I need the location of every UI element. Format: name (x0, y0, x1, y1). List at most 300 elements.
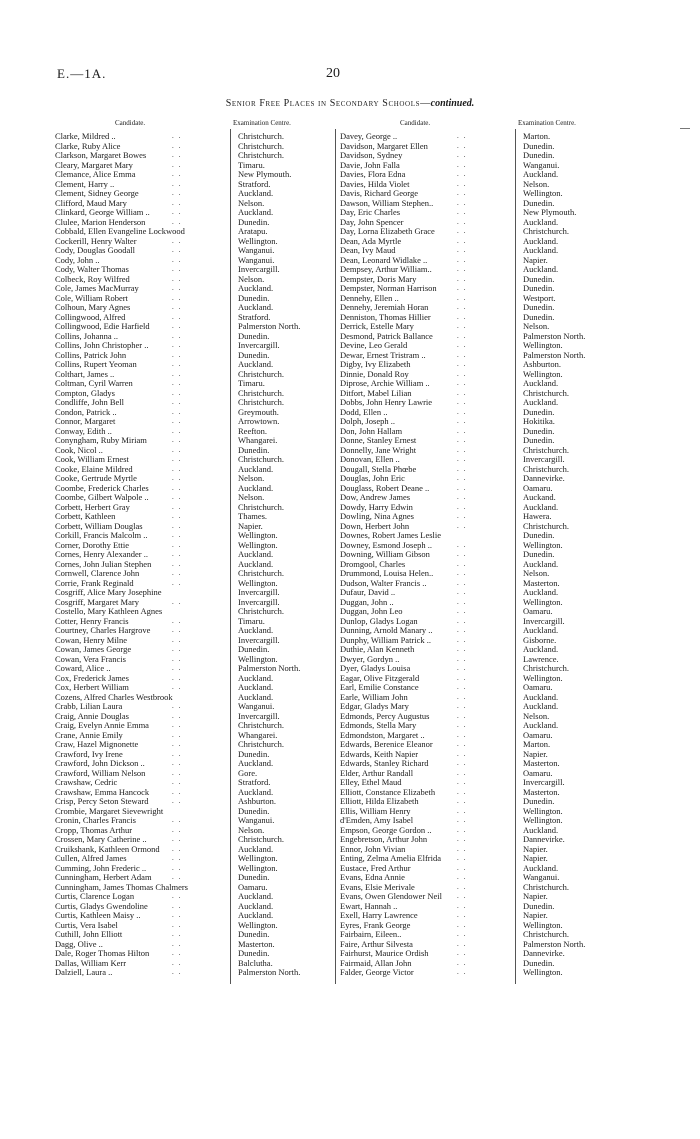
leader-dots: .. (172, 483, 186, 492)
examination-centre: Wellington. (523, 672, 563, 683)
examination-centre: Christchurch. (238, 131, 285, 141)
leader-dots: .. (172, 540, 186, 549)
candidate-name: Evans, Elsie Merivale (340, 881, 415, 892)
examination-centre: Wellington. (238, 653, 278, 664)
candidate-name: Davidson, Sydney (340, 150, 403, 160)
examination-centre: Invercargill. (238, 710, 280, 721)
examination-centre: Invercargill. (238, 340, 280, 350)
leader-dots: .. (457, 730, 471, 739)
examination-centre: Dannevirke. (523, 473, 565, 483)
examination-centre: Auckland. (238, 891, 274, 901)
leader-dots: .. (172, 787, 186, 796)
candidate-name: Dodd, Ellen .. (340, 406, 388, 417)
examination-centre: Auckland. (238, 482, 274, 493)
examination-centre: Auckland. (523, 691, 559, 702)
leader-dots: .. (457, 569, 471, 577)
candidate-name: d'Emden, Amy Isabel (340, 815, 414, 825)
examination-centre: Palmerston North. (238, 967, 301, 977)
leader-dots: .. (457, 844, 471, 853)
candidate-name: Dromgool, Charles (340, 558, 406, 569)
leader-dots: .. (172, 863, 186, 872)
leader-dots: .. (457, 683, 471, 691)
candidate-name: Eagar, Olive Fitzgerald (340, 672, 420, 683)
leader-dots: .. (172, 502, 186, 511)
leader-dots: .. (172, 645, 186, 653)
candidate-name: Cotter, Henry Francis (55, 615, 129, 626)
candidate-name: Corbett, William Douglas (55, 520, 143, 531)
candidate-name: Day, Lorna Elizabeth Grace (340, 226, 435, 236)
leader-dots: .. (457, 635, 471, 644)
leader-dots: .. (457, 930, 471, 938)
leader-dots: .. (172, 930, 186, 938)
leader-dots: .. (172, 569, 186, 577)
candidate-name: Crisp, Percy Seton Steward (55, 796, 149, 806)
candidate-name: Curtis, Vera Isabel (55, 919, 118, 930)
examination-centre: Oamaru. (523, 729, 553, 740)
examination-centre: Reefton. (238, 425, 268, 436)
examination-centre: Dannevirke. (523, 948, 565, 958)
candidate-name: Fairmaid, Allan John (340, 957, 412, 968)
candidate-name: Connor, Margaret (55, 416, 116, 426)
leader-dots: .. (457, 645, 471, 653)
candidate-name: Dean, Ivy Maud (340, 245, 396, 255)
examination-centre: Napier. (523, 891, 548, 901)
examination-centre: Arrowtown. (238, 416, 280, 426)
examination-centre: Oamaru. (238, 881, 268, 892)
candidate-name: Edgar, Gladys Mary (340, 701, 409, 711)
candidate-name: Donovan, Ellen .. (340, 454, 400, 464)
examination-centre: Timaru. (238, 159, 265, 170)
examination-centre: Auckland. (238, 682, 274, 692)
leader-dots: .. (172, 825, 186, 834)
candidate-name: Dunlop, Gladys Logan (340, 615, 418, 626)
candidate-name: Coombe, Gilbert Walpole .. (55, 492, 149, 502)
candidate-name: Cuthill, John Elliott (55, 929, 123, 939)
examination-centre: Auckland. (238, 625, 274, 635)
leader-dots: .. (457, 721, 471, 729)
leader-dots: .. (457, 597, 471, 606)
candidate-name: Clinkard, George William .. (55, 207, 150, 217)
leader-dots: .. (457, 768, 471, 777)
candidate-name: Eyres, Frank George (340, 919, 411, 930)
candidate-name: Dempsey, Arthur William.. (340, 264, 432, 274)
candidate-name: Dale, Roger Thomas Hilton (55, 948, 150, 958)
candidate-name: Falder, George Victor (340, 967, 414, 977)
leader-dots: .. (457, 407, 471, 416)
examination-centre: Dunedin. (523, 900, 555, 911)
leader-dots: .. (457, 293, 471, 302)
examination-centre: Auckland. (238, 283, 274, 293)
examination-centre: Auckland. (523, 264, 559, 274)
candidate-name: Dempster, Doris Mary (340, 273, 417, 284)
candidate-name: Dean, Ada Myrtle (340, 235, 402, 246)
page-number: 20 (326, 66, 340, 81)
examination-centre: Ashburton. (523, 359, 562, 369)
candidate-name: Enting, Zelma Amelia Elfrida (340, 853, 442, 863)
candidate-name: Duthie, Alan Kenneth (340, 644, 415, 654)
candidate-name: Corrie, Frank Reginald (55, 577, 134, 588)
leader-dots: .. (457, 968, 471, 976)
examination-centre: Christchurch. (523, 520, 570, 531)
leader-dots: .. (172, 816, 186, 824)
leader-dots: .. (172, 958, 186, 967)
examination-centre: Nelson. (523, 321, 550, 331)
examination-centre: Balclutha. (238, 957, 273, 968)
leader-dots: .. (172, 189, 186, 197)
candidate-name: Cole, James MacMurray (55, 283, 139, 293)
examination-centre: Dunedin. (238, 872, 270, 882)
candidate-name: Dennehy, Jeremiah Horan (340, 302, 429, 312)
candidate-name: Clarke, Mildred .. (55, 131, 116, 141)
leader-dots: .. (172, 265, 186, 273)
leader-dots: .. (457, 445, 471, 454)
leader-dots: .. (457, 540, 471, 549)
candidate-name: Duggan, John Leo (340, 606, 403, 616)
examination-centre: Dunedin. (523, 549, 555, 559)
leader-dots: .. (172, 350, 186, 359)
examination-centre: Dunedin. (523, 150, 555, 160)
leader-dots: .. (172, 892, 186, 900)
examination-centre: Wanganui. (523, 159, 560, 170)
candidate-name: Condon, Patrick .. (55, 406, 117, 417)
examination-centre: Dunedin. (523, 302, 555, 312)
leader-dots: .. (172, 626, 186, 634)
examination-centre: Dunedin. (523, 283, 555, 293)
leader-dots: .. (457, 664, 471, 672)
examination-centre: Auckland. (523, 625, 559, 635)
examination-centre: Wellington. (238, 577, 278, 588)
leader-dots: .. (172, 160, 186, 169)
leader-dots: .. (172, 493, 186, 501)
examination-centre: Auckland. (523, 558, 559, 569)
examination-centre: Wanganui. (523, 872, 560, 882)
candidate-name: Ennor, John Vivian (340, 843, 406, 854)
candidate-name: Down, Herbert John (340, 520, 410, 531)
examination-centre: Lawrence. (523, 653, 559, 664)
candidate-name: Cronin, Charles Francis (55, 815, 136, 825)
candidate-name: Cook, William Ernest (55, 454, 129, 464)
candidate-name: Dowdy, Harry Edwin (340, 501, 413, 512)
leader-dots: .. (457, 236, 471, 245)
examination-centre: Dunedin. (523, 957, 555, 968)
examination-centre: Marton. (523, 739, 551, 749)
candidate-name: Dempster, Norman Harrison (340, 283, 437, 293)
candidate-name: Conyngham, Ruby Miriam (55, 435, 147, 445)
examination-centre: Auckland. (238, 188, 274, 198)
leader-dots: .. (172, 730, 186, 739)
examination-centre: Christchurch. (238, 739, 285, 749)
candidate-name: Ditfort, Mabel Lilian (340, 387, 412, 398)
leader-dots: .. (172, 322, 186, 330)
leader-dots: .. (172, 664, 186, 672)
candidate-name: Downey, Esmond Joseph .. (340, 539, 432, 550)
candidate-name: Davey, George .. (340, 131, 398, 141)
examination-centre: Dunedin. (523, 273, 555, 284)
leader-dots: .. (172, 407, 186, 416)
candidate-name: Dyer, Gladys Louisa (340, 663, 411, 673)
leader-dots: .. (457, 265, 471, 273)
candidate-name: Crawshaw, Cedric (55, 777, 118, 787)
examination-centre: Christchurch. (238, 606, 285, 616)
examination-centre: Auckland. (238, 558, 274, 569)
candidate-name: Dufaur, David .. (340, 587, 396, 597)
candidate-name: Dudson, Walter Francis .. (340, 577, 427, 588)
leader-dots: .. (172, 464, 186, 473)
candidate-name: Elliott, Hilda Elizabeth (340, 796, 419, 806)
leader-dots: .. (457, 170, 471, 178)
examination-centre: Masterton. (523, 577, 560, 588)
candidate-name: Douglass, Robert Deane .. (340, 482, 430, 493)
examination-centre: Wellington. (238, 853, 278, 863)
examination-centre: Invercargill. (238, 596, 280, 607)
candidate-name: Cox, Frederick James (55, 672, 129, 683)
examination-centre: Greymouth. (238, 406, 279, 417)
examination-centre: Christchurch. (238, 454, 285, 464)
examination-centre: Auckland. (238, 691, 274, 702)
leader-dots: .. (172, 455, 186, 463)
leader-dots: .. (172, 749, 186, 758)
leader-dots: .. (457, 141, 471, 150)
leader-dots: .. (457, 189, 471, 197)
candidate-row (55, 968, 325, 978)
candidate-name: Collins, Rupert Yeoman (55, 359, 137, 369)
leader-dots: .. (172, 711, 186, 720)
examination-centre: Aratapu. (238, 226, 268, 236)
candidate-name: Clarke, Ruby Alice (55, 140, 121, 151)
candidate-name: Dunphy, William Patrick .. (340, 634, 432, 645)
examination-centre: Palmerston North. (238, 321, 301, 331)
leader-dots: .. (172, 151, 186, 159)
leader-dots: .. (172, 303, 186, 311)
leader-dots: .. (457, 426, 471, 435)
leader-dots: .. (457, 322, 471, 330)
examination-centre: Auckand. (523, 492, 556, 502)
examination-centre: Invercargill. (523, 454, 565, 464)
examination-centre: Palmerston North. (523, 349, 586, 360)
leader-dots: .. (172, 398, 186, 406)
leader-dots: .. (172, 844, 186, 853)
candidate-name: Collingwood, Edie Harfield (55, 321, 150, 331)
candidate-name: Davies, Flora Edna (340, 169, 406, 179)
leader-dots: .. (457, 892, 471, 900)
leader-dots: .. (457, 901, 471, 910)
candidate-name: Clement, Harry .. (55, 178, 115, 189)
examination-centre: Dunedin. (523, 406, 555, 417)
free-places-table (55, 119, 665, 1079)
examination-centre: Christchurch. (238, 150, 285, 160)
examination-centre: Auckland. (523, 397, 559, 407)
candidate-name: Coward, Alice .. (55, 663, 111, 673)
leader-dots: .. (172, 426, 186, 435)
leader-dots: .. (457, 588, 471, 596)
candidate-name: Donnelly, Jane Wright (340, 444, 417, 455)
leader-dots: .. (457, 512, 471, 520)
leader-dots: .. (172, 170, 186, 178)
examination-centre: Wellington. (523, 368, 563, 379)
candidate-name: Coltman, Cyril Warren (55, 378, 133, 388)
leader-dots: .. (172, 531, 186, 539)
leader-dots: .. (457, 873, 471, 881)
candidate-name: Dolph, Joseph .. (340, 416, 396, 426)
leader-dots: .. (457, 863, 471, 872)
leader-dots: .. (457, 702, 471, 710)
candidate-name: Clulee, Marion Henderson (55, 216, 146, 227)
candidate-name: Colthart, James .. (55, 368, 115, 379)
leader-dots: .. (457, 227, 471, 235)
candidate-name: Cockerill, Henry Walter (55, 235, 137, 246)
leader-dots: .. (172, 673, 186, 682)
examination-centre: Dunedin. (523, 197, 555, 208)
examination-centre: Christchurch. (238, 140, 285, 151)
leader-dots: .. (172, 740, 186, 748)
examination-centre: Auckland. (238, 207, 274, 217)
candidate-row (340, 968, 610, 978)
leader-dots: .. (457, 740, 471, 748)
leader-dots: .. (172, 198, 186, 207)
title-continued: continued. (430, 98, 475, 109)
examination-centre: Wanganui. (238, 245, 275, 255)
leader-dots: .. (457, 559, 471, 568)
leader-dots: .. (172, 236, 186, 245)
candidate-name: Ewart, Hannah .. (340, 900, 398, 911)
candidate-name: Courtney, Charles Hargrove (55, 625, 151, 635)
leader-dots: .. (172, 768, 186, 777)
candidate-name: Elley, Ethel Maud (340, 777, 402, 787)
leader-dots: .. (457, 854, 471, 862)
examination-centre: Auckland. (523, 169, 559, 179)
examination-centre: Dunedin. (523, 796, 555, 806)
leader-dots: .. (457, 493, 471, 501)
examination-centre: Whangarei. (238, 729, 278, 740)
candidate-name: Craig, Annie Douglas (55, 710, 129, 721)
candidate-name: Collingwood, Alfred (55, 311, 126, 322)
examination-centre: Dunedin. (523, 425, 555, 436)
candidate-name: Crombie, Margaret Sievewright (55, 805, 164, 816)
candidate-name: Evans, Owen Glendower Neil (340, 891, 442, 901)
examination-centre: Christchurch. (238, 387, 285, 398)
examination-centre: Wellington. (238, 539, 278, 550)
examination-centre: Invercargill. (238, 634, 280, 645)
leader-dots: .. (457, 398, 471, 406)
candidate-name: Davis, Richard George (340, 188, 418, 198)
right-rows (340, 132, 610, 978)
leader-dots: .. (172, 759, 186, 767)
leader-dots: .. (457, 825, 471, 834)
examination-centre: Auckland. (238, 843, 274, 854)
candidate-name: Day, John Spencer (340, 216, 404, 227)
candidate-name: Elder, Arthur Randall (340, 767, 414, 778)
examination-centre: Palmerston North. (238, 663, 301, 673)
leader-dots: .. (172, 132, 186, 140)
leader-dots: .. (172, 274, 186, 283)
examination-centre: Timaru. (238, 378, 265, 388)
examination-centre: Ashburton. (238, 796, 277, 806)
candidate-name: Downing, William Gibson (340, 549, 430, 559)
leader-dots: .. (457, 151, 471, 159)
examination-centre: Christchurch. (238, 720, 285, 730)
candidate-name: Edwards, Stanley Richard (340, 758, 429, 768)
examination-centre: Nelson. (523, 568, 550, 578)
candidate-name: Dean, Leonard Widlake .. (340, 254, 428, 265)
candidate-name: Cozens, Alfred Charles Westbrook (55, 691, 173, 702)
examination-centre: Auckland. (523, 862, 559, 873)
candidate-name: Conway, Edith .. (55, 425, 112, 436)
examination-centre: Dunedin. (238, 805, 270, 816)
leader-dots: .. (457, 274, 471, 283)
examination-centre: Auckland. (238, 549, 274, 559)
candidate-name: Cosgriff, Alice Mary Josephine (55, 587, 162, 597)
examination-centre: Palmerston North. (523, 330, 586, 341)
leader-dots: .. (457, 939, 471, 948)
examination-centre: Gore. (238, 767, 258, 778)
leader-dots: .. (457, 626, 471, 634)
candidate-name: Cosgriff, Margaret Mary (55, 596, 139, 607)
candidate-name: Day, Eric Charles (340, 207, 401, 217)
candidate-name: Cornes, Henry Alexander .. (55, 549, 149, 559)
candidate-name: Colhoun, Mary Agnes (55, 302, 131, 312)
leader-dots: .. (457, 616, 471, 625)
examination-centre: Invercargill. (238, 587, 280, 597)
examination-centre: Nelson. (238, 824, 265, 835)
candidate-name: Dobbs, John Henry Lawrie (340, 397, 433, 407)
candidate-name: Cumming, John Frederic .. (55, 862, 147, 873)
candidate-name: Cook, Nicol .. (55, 444, 103, 455)
leader-dots: .. (172, 208, 186, 216)
examination-centre: Gisborne. (523, 634, 557, 645)
leader-dots: .. (172, 341, 186, 349)
examination-centre: Thames. (238, 511, 268, 521)
candidate-name: Cody, Walter Thomas (55, 264, 129, 274)
leader-dots: .. (457, 369, 471, 378)
examination-centre: Auckland. (523, 720, 559, 730)
examination-centre: Dunedin. (238, 444, 270, 455)
examination-centre: Christchurch. (523, 463, 570, 474)
examination-centre: Nelson. (238, 473, 265, 483)
candidate-name: Dow, Andrew James (340, 492, 411, 502)
leader-dots: .. (172, 616, 186, 625)
candidate-name: Edmondston, Margaret .. (340, 729, 425, 740)
candidate-name: Cornes, John Julian Stephen (55, 558, 152, 569)
examination-centre: Wellington. (238, 235, 278, 246)
candidate-name: Cowan, James George (55, 644, 132, 654)
leader-dots: .. (457, 787, 471, 796)
leader-dots: .. (172, 578, 186, 587)
candidate-name: Cox, Herbert William (55, 682, 129, 692)
examination-centre: Auckland. (238, 786, 274, 797)
leader-dots: .. (457, 331, 471, 340)
leader-dots: .. (457, 388, 471, 397)
candidate-name: Dennehy, Ellen .. (340, 292, 399, 303)
leader-dots: .. (457, 806, 471, 815)
candidate-name: Davie, John Falla (340, 159, 400, 170)
examination-centre: Stratford. (238, 311, 271, 322)
examination-centre: Whangarei. (238, 435, 278, 445)
leader-dots: .. (172, 597, 186, 606)
candidate-name: Costello, Mary Kathleen Agnes (55, 606, 163, 616)
candidate-name: Don, John Hallam (340, 425, 403, 436)
leader-dots: .. (172, 797, 186, 805)
candidate-name: Downes, Robert James Leslie (340, 530, 442, 540)
leader-dots: .. (457, 759, 471, 767)
examination-centre: Napier. (523, 748, 548, 759)
report-reference: E.—1A. (57, 66, 107, 81)
examination-centre: Dunedin. (523, 311, 555, 322)
candidate-name: Curtis, Kathleen Maisy .. (55, 910, 141, 920)
examination-centre: Auckland. (523, 701, 559, 711)
examination-centre: Masterton. (523, 786, 560, 797)
examination-centre: Wellington. (523, 805, 563, 816)
examination-centre: Hokitika. (523, 416, 555, 426)
